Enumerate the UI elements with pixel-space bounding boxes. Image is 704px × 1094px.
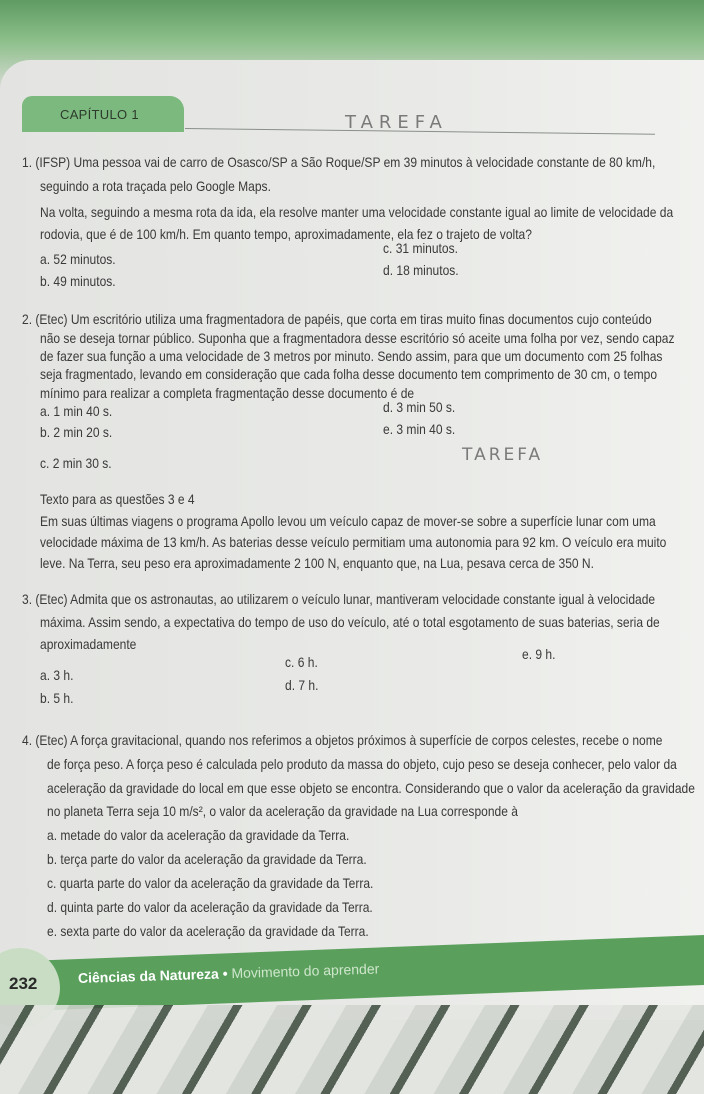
question-4-line: aceleração da gravidade do local em que esse objeto se encontra. Considerando que o valor da aceleração da gravidade — [47, 780, 695, 796]
question-3-line: aproximadamente — [40, 636, 137, 652]
text-line: Em suas últimas viagens o programa Apollo levou um veículo capaz de mover-se sobre a superfície lunar com uma — [40, 513, 656, 529]
question-4-line: 4. (Etec) A força gravitacional, quando nos referimos a objetos próximos à superfície de corpos celestes, recebe o nome — [22, 732, 663, 748]
option-2a: a. 1 min 40 s. — [40, 403, 113, 419]
text-line: velocidade máxima de 13 km/h. As baterias desse veículo permitiam uma autonomia para 92 km. O veículo era muito — [40, 534, 667, 550]
question-2-line: mínimo para realizar a completa fragmentação desse documento é de — [40, 385, 415, 401]
option-2d: d. 3 min 50 s. — [383, 399, 456, 415]
text-line: leve. Na Terra, seu peso era aproximadamente 2 100 N, enquanto que, na Lua, pesava cerca de 350 N. — [40, 555, 594, 571]
question-2-line: não se deseja tornar público. Suponha que a fragmentadora desse escritório só aceite uma folha por vez, sendo capaz — [40, 330, 675, 346]
chapter-tab — [22, 96, 184, 132]
option-4c: c. quarta parte do valor da aceleração da gravidade da Terra. — [47, 875, 374, 891]
option-2e: e. 3 min 40 s. — [383, 421, 456, 437]
option-3c: c. 6 h. — [285, 654, 318, 670]
option-3b: b. 5 h. — [40, 690, 74, 706]
page-number: 232 — [9, 974, 38, 993]
option-1c: c. 31 minutos. — [383, 240, 458, 256]
footer-subject: Ciências da Natureza — [77, 965, 220, 986]
option-4b: b. terça parte do valor da aceleração da gravidade da Terra. — [47, 851, 367, 867]
question-1-line: 1. (IFSP) Uma pessoa vai de carro de Osasco/SP a São Roque/SP em 39 minutos à velocidade constante de 80 km/h, — [22, 154, 656, 170]
option-3e: e. 9 h. — [522, 646, 556, 662]
footer-separator: • — [218, 965, 232, 982]
question-2-line: 2. (Etec) Um escritório utiliza uma fragmentadora de papéis, que corta em tiras muito finas documentos cujo conteúdo — [22, 311, 652, 327]
option-4a: a. metade do valor da aceleração da gravidade da Terra. — [47, 827, 350, 843]
question-2-line: seja fragmentado, levando em consideração que cada folha desse documento tem comprimento de 30 cm, o tempo — [40, 366, 658, 382]
question-2-line: de fazer sua função a uma velocidade de 3 metros por minuto. Sendo assim, para que um documento com 25 folhas — [40, 348, 663, 364]
handwritten-note: TAREFA — [345, 112, 448, 133]
option-4d: d. quinta parte do valor da aceleração da gravidade da Terra. — [47, 899, 373, 915]
handwritten-note: TAREFA — [462, 445, 544, 465]
question-1-line: Na volta, seguindo a mesma rota da ida, ela resolve manter uma velocidade constante igual ao limite de velocidade da — [40, 204, 674, 220]
option-3a: a. 3 h. — [40, 667, 74, 683]
option-1b: b. 49 minutos. — [40, 273, 116, 289]
bottom-pattern — [0, 1005, 704, 1094]
question-1-line: rodovia, que é de 100 km/h. Em quanto tempo, aproximadamente, ela fez o trajeto de volta? — [40, 226, 532, 242]
question-1-line: seguindo a rota traçada pelo Google Maps. — [40, 178, 271, 194]
question-4-line: de força peso. A força peso é calculada pelo produto da massa do objeto, cujo peso se deseja conhecer, pelo valor da — [47, 756, 677, 772]
option-2b: b. 2 min 20 s. — [40, 424, 113, 440]
option-1a: a. 52 minutos. — [40, 251, 116, 267]
text-title: Texto para as questões 3 e 4 — [40, 491, 195, 507]
option-2c: c. 2 min 30 s. — [40, 455, 112, 471]
chapter-label: CAPÍTULO 1 — [60, 107, 139, 122]
question-3-line: máxima. Assim sendo, a expectativa do tempo de uso do veículo, até o total esgotamento de suas baterias, seria de — [40, 614, 660, 630]
option-3d: d. 7 h. — [285, 677, 319, 693]
option-1d: d. 18 minutos. — [383, 262, 459, 278]
footer-section: Movimento do aprender — [231, 960, 380, 982]
option-4e: e. sexta parte do valor da aceleração da gravidade da Terra. — [47, 923, 369, 939]
question-4-line: no planeta Terra seja 10 m/s², o valor da aceleração da gravidade na Lua corresponde à — [47, 803, 518, 819]
question-3-line: 3. (Etec) Admita que os astronautas, ao utilizarem o veículo lunar, mantiveram velocidade constante igual à velocidade — [22, 591, 656, 607]
